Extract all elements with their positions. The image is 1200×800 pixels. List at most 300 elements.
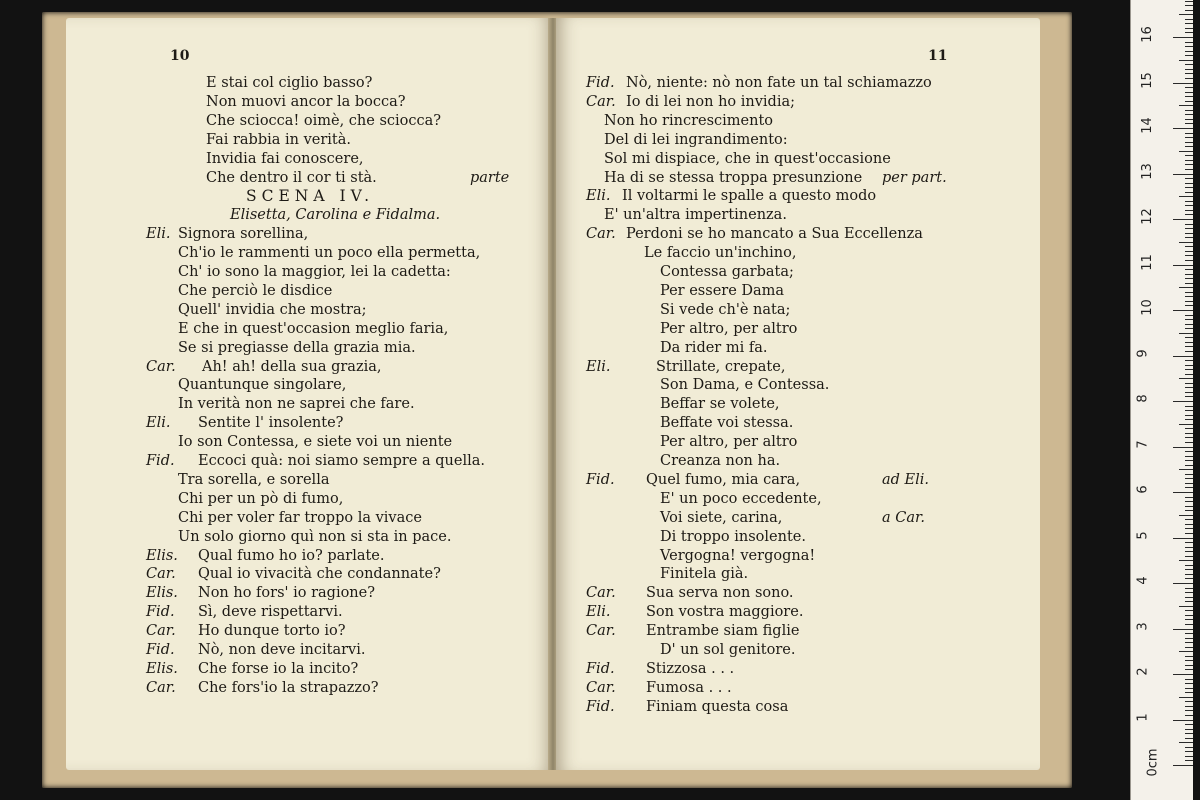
text-line	[158, 187, 552, 206]
ruler-tick	[1179, 287, 1193, 288]
ruler-tick	[1185, 528, 1193, 529]
ruler-tick	[1185, 610, 1193, 611]
text-line	[586, 452, 1040, 471]
verse-text: Del di lei ingrandimento:	[604, 131, 788, 148]
ruler-tick	[1185, 324, 1193, 325]
text-line	[158, 112, 552, 131]
ruler-tick	[1179, 651, 1193, 652]
verse-text: Quantunque singolare,	[178, 377, 347, 394]
verse-text: Fumosa . . .	[646, 679, 732, 696]
ruler-label: 11	[1139, 253, 1155, 271]
ruler-tick	[1185, 114, 1193, 115]
ruler-tick	[1185, 487, 1193, 488]
ruler-tick	[1185, 569, 1193, 570]
ruler-tick	[1185, 19, 1193, 20]
ruler-tick	[1179, 560, 1193, 561]
ruler-tick	[1179, 14, 1193, 15]
verse-text: Per altro, per altro	[660, 320, 798, 337]
verse-text: Eccoci quà: noi siamo sempre a quella.	[198, 453, 485, 469]
verse-text: Se si pregiasse della grazia mia.	[178, 339, 416, 356]
ruler-tick	[1185, 23, 1193, 24]
speaker-name: Fid.	[586, 698, 615, 715]
text-line	[158, 244, 552, 263]
ruler-tick	[1185, 597, 1193, 598]
text-line	[146, 414, 552, 433]
verse-text: D' un sol genitore.	[660, 642, 796, 658]
ruler-tick	[1185, 283, 1193, 284]
ruler-tick	[1185, 92, 1193, 93]
ruler-tick	[1185, 337, 1193, 338]
verse-text: Da rider mi fa.	[660, 339, 768, 356]
verse-text: Ah! ah! della sua grazia,	[202, 358, 382, 375]
ruler-tick	[1185, 547, 1193, 548]
ruler-tick	[1179, 333, 1193, 334]
ruler-tick	[1179, 515, 1193, 516]
verse-text: Ha di se stessa troppa presunzione	[604, 169, 863, 186]
verse-text: Si vede ch'è nata;	[660, 301, 791, 318]
ruler-tick	[1185, 137, 1193, 138]
ruler-tick	[1185, 28, 1193, 29]
ruler-tick	[1185, 683, 1193, 684]
text-line	[586, 433, 1040, 452]
ruler-tick	[1185, 101, 1193, 102]
ruler-tick	[1185, 78, 1193, 79]
ruler-tick	[1173, 629, 1193, 630]
ruler-tick	[1185, 656, 1193, 657]
speaker-name: Car.	[586, 623, 616, 640]
verse-text: Per essere Dama	[660, 282, 785, 299]
verse-text: Finitela già.	[660, 566, 749, 583]
ruler-tick	[1185, 319, 1193, 320]
text-line	[586, 490, 1040, 509]
ruler-tick	[1185, 565, 1193, 566]
ruler-tick	[1185, 592, 1193, 593]
ruler-tick	[1179, 242, 1193, 243]
stage-direction: per part.	[882, 169, 947, 186]
ruler-tick	[1173, 265, 1193, 266]
ruler-tick	[1185, 665, 1193, 666]
text-line	[586, 150, 1040, 169]
verse-text: Sol mi dispiace, che in quest'occasione	[604, 150, 891, 167]
ruler-tick	[1185, 729, 1193, 730]
verse-text: Vergogna! vergogna!	[660, 547, 816, 564]
text-line	[586, 74, 1040, 93]
ruler-tick	[1185, 642, 1193, 643]
text-line	[586, 358, 1040, 377]
ruler-tick	[1185, 578, 1193, 579]
verse-text: Entrambe siam figlie	[646, 623, 800, 640]
ruler-label: 14	[1139, 117, 1155, 134]
ruler-label: 10	[1139, 299, 1155, 316]
verse-text: Che perciò le disdice	[178, 282, 333, 299]
ruler-tick	[1185, 251, 1193, 252]
ruler-label: 15	[1139, 71, 1155, 89]
ruler-tick	[1185, 96, 1193, 97]
speaker-name: Eli.	[586, 604, 611, 621]
ruler-tick	[1185, 396, 1193, 397]
ruler-tick	[1173, 356, 1193, 357]
speaker-name: Car.	[586, 679, 616, 696]
verse-text: Io di lei non ho invidia;	[626, 93, 796, 110]
ruler-tick	[1185, 64, 1193, 65]
verse-text: Quell' invidia che mostra;	[178, 301, 367, 318]
verse-text: Chi per voler far troppo la vivace	[178, 509, 422, 526]
ruler-tick	[1185, 669, 1193, 670]
ruler-tick	[1185, 183, 1193, 184]
ruler-tick	[1179, 105, 1193, 106]
ruler-tick	[1185, 178, 1193, 179]
ruler-tick	[1185, 497, 1193, 498]
text-line	[586, 395, 1040, 414]
ruler-tick	[1185, 574, 1193, 575]
ruler-label: 13	[1139, 162, 1155, 180]
ruler-tick	[1179, 424, 1193, 425]
ruler-tick	[1179, 151, 1193, 152]
ruler-tick	[1185, 315, 1193, 316]
text-line	[586, 282, 1040, 301]
verse-text: Che sciocca! oimè, che sciocca?	[206, 112, 442, 129]
verse-text: Che forse io la incito?	[198, 660, 359, 677]
ruler-tick	[1185, 269, 1193, 270]
verse-text: E che in quest'occasion meglio faria,	[178, 320, 449, 337]
ruler-label: 7	[1135, 439, 1151, 449]
ruler-tick	[1185, 756, 1193, 757]
text-line	[158, 150, 552, 169]
ruler-tick	[1173, 174, 1193, 175]
ruler-tick	[1185, 42, 1193, 43]
ruler-tick	[1185, 360, 1193, 361]
ruler-tick	[1185, 5, 1193, 6]
ruler-tick	[1179, 742, 1193, 743]
verse-text: Chi per un pò di fumo,	[178, 490, 344, 507]
text-line	[586, 698, 1040, 717]
ruler-tick	[1185, 369, 1193, 370]
ruler-tick	[1185, 688, 1193, 689]
ruler-tick	[1185, 87, 1193, 88]
ruler-tick	[1185, 55, 1193, 56]
text-line	[586, 225, 1040, 244]
verse-text: Stizzosa . . .	[646, 660, 735, 677]
ruler-tick	[1185, 365, 1193, 366]
verse-text: Invidia fai conoscere,	[206, 150, 364, 167]
speaker-name: Fid.	[146, 604, 175, 621]
verse-text: Voi siete, carina,	[660, 509, 783, 526]
text-line	[146, 622, 552, 641]
ruler-tick	[1173, 538, 1193, 539]
ruler-tick	[1185, 551, 1193, 552]
ruler-tick	[1185, 214, 1193, 215]
ruler-tick	[1173, 219, 1193, 220]
ruler-tick	[1185, 738, 1193, 739]
speaker-name: Car.	[146, 679, 176, 696]
text-line	[586, 320, 1040, 339]
ruler-tick	[1185, 679, 1193, 680]
speaker-name: Elis.	[146, 547, 178, 564]
ruler-tick	[1173, 83, 1193, 84]
verse-text: Qual io vivacità che condannate?	[198, 566, 441, 583]
text-line	[158, 528, 552, 547]
text-line	[586, 414, 1040, 433]
text-line	[586, 641, 1040, 660]
ruler-tick	[1185, 51, 1193, 52]
ruler-label: 1	[1135, 712, 1151, 722]
verse-text: Qual fumo ho io? parlate.	[198, 547, 385, 564]
text-line	[146, 565, 552, 584]
ruler-tick	[1173, 492, 1193, 493]
ruler-tick	[1185, 478, 1193, 479]
text-line	[586, 679, 1040, 698]
ruler-tick	[1173, 583, 1193, 584]
text-line	[586, 471, 1040, 490]
ruler-label: 12	[1139, 208, 1155, 225]
speaker-name: Elis.	[146, 660, 178, 677]
ruler-tick	[1185, 406, 1193, 407]
ruler-tick	[1185, 542, 1193, 543]
text-line	[146, 584, 552, 603]
ruler-tick	[1185, 433, 1193, 434]
ruler-label: 2	[1135, 667, 1151, 676]
speaker-name: Eli.	[146, 226, 171, 243]
ruler-tick	[1185, 296, 1193, 297]
verse-text: Contessa garbata;	[660, 264, 794, 280]
ruler-tick	[1185, 647, 1193, 648]
ruler-tick	[1185, 69, 1193, 70]
verse-text: Ch'io le rammenti un poco ella permetta,	[178, 245, 481, 262]
speaker-name: Fid.	[146, 453, 175, 469]
ruler-label: 5	[1135, 530, 1151, 540]
ruler-tick	[1185, 146, 1193, 147]
measuring-ruler	[1130, 0, 1193, 800]
ruler-tick	[1185, 164, 1193, 165]
ruler-tick	[1173, 128, 1193, 129]
text-line	[586, 660, 1040, 679]
ruler-tick	[1185, 474, 1193, 475]
ruler-tick	[1179, 378, 1193, 379]
ruler-tick	[1185, 638, 1193, 639]
page-number-left: 10	[170, 48, 190, 64]
text-line	[146, 641, 552, 660]
ruler-tick	[1185, 224, 1193, 225]
text-line	[158, 471, 552, 490]
verse-text: Signora sorellina,	[178, 226, 309, 243]
speaker-name: Fid.	[586, 660, 615, 677]
ruler-tick	[1185, 588, 1193, 589]
ruler-tick	[1185, 710, 1193, 711]
text-line	[586, 603, 1040, 622]
ruler-tick	[1185, 392, 1193, 393]
text-line	[586, 244, 1040, 263]
stage-direction: ad Eli.	[882, 471, 930, 488]
ruler-label: 6	[1135, 485, 1151, 494]
ruler-tick	[1185, 692, 1193, 693]
verse-text: Di troppo insolente.	[660, 528, 806, 545]
text-line	[146, 358, 552, 377]
text-line	[158, 169, 552, 188]
ruler-tick	[1185, 747, 1193, 748]
ruler-tick	[1185, 110, 1193, 111]
ruler-tick	[1185, 342, 1193, 343]
ruler-tick	[1185, 351, 1193, 352]
ruler-tick	[1185, 305, 1193, 306]
text-line	[146, 603, 552, 622]
verse-text: Sentite l' insolente?	[198, 415, 344, 432]
right-page	[556, 18, 1040, 770]
ruler-tick	[1185, 724, 1193, 725]
verse-text: Son Dama, e Contessa.	[660, 377, 830, 394]
ruler-tick	[1185, 701, 1193, 702]
left-page	[66, 18, 552, 770]
ruler-tick	[1185, 601, 1193, 602]
text-line	[586, 339, 1040, 358]
ruler-tick	[1185, 615, 1193, 616]
text-line	[586, 301, 1040, 320]
ruler-tick	[1185, 506, 1193, 507]
ruler-tick	[1185, 346, 1193, 347]
ruler-tick	[1185, 442, 1193, 443]
ruler-tick	[1185, 451, 1193, 452]
verse-text: Nò, non deve incitarvi.	[198, 642, 366, 658]
ruler-tick	[1185, 751, 1193, 752]
text-line	[586, 169, 1040, 188]
ruler-tick	[1185, 278, 1193, 279]
verse-text: Quel fumo, mia cara,	[646, 471, 801, 488]
stage-direction: a Car.	[882, 509, 925, 526]
ruler-tick	[1173, 765, 1193, 766]
ruler-tick	[1179, 606, 1193, 607]
ruler-tick	[1185, 633, 1193, 634]
ruler-tick	[1185, 510, 1193, 511]
ruler-tick	[1185, 715, 1193, 716]
ruler-tick	[1185, 46, 1193, 47]
ruler-tick	[1185, 274, 1193, 275]
ruler-tick	[1173, 447, 1193, 448]
ruler-tick	[1185, 255, 1193, 256]
verse-text: E' un'altra impertinenza.	[604, 207, 787, 224]
speaker-name: Car.	[146, 566, 176, 583]
verse-text: Che fors'io la strapazzo?	[198, 679, 379, 696]
text-line	[158, 301, 552, 320]
ruler-tick	[1185, 501, 1193, 502]
ruler-tick	[1185, 292, 1193, 293]
verse-text: Sua serva non sono.	[646, 585, 794, 602]
text-line	[586, 565, 1040, 584]
ruler-label: 3	[1135, 621, 1151, 631]
ruler-tick	[1185, 10, 1193, 11]
ruler-tick	[1173, 720, 1193, 721]
text-line	[158, 131, 552, 150]
ruler-tick	[1185, 419, 1193, 420]
ruler-tick	[1185, 119, 1193, 120]
verse-text: E stai col ciglio basso?	[206, 75, 373, 91]
speaker-name: Car.	[146, 623, 176, 640]
ruler-tick	[1185, 760, 1193, 761]
ruler-tick	[1185, 410, 1193, 411]
ruler-tick	[1185, 201, 1193, 202]
ruler-tick	[1185, 228, 1193, 229]
ruler-tick	[1185, 415, 1193, 416]
ruler-tick	[1185, 519, 1193, 520]
ruler-tick	[1185, 301, 1193, 302]
verse-text: Che dentro il cor ti stà.	[206, 169, 377, 186]
text-line	[158, 282, 552, 301]
ruler-tick	[1185, 437, 1193, 438]
verse-text: Il voltarmi le spalle a questo modo	[622, 188, 877, 205]
ruler-label: 8	[1135, 394, 1151, 403]
ruler-label: 16	[1139, 26, 1155, 43]
ruler-tick	[1185, 465, 1193, 466]
ruler-tick	[1185, 1, 1193, 2]
ruler-tick	[1185, 733, 1193, 734]
ruler-tick	[1185, 624, 1193, 625]
verse-text: Beffar se volete,	[660, 396, 780, 413]
ruler-tick	[1185, 260, 1193, 261]
speaker-name: Car.	[586, 226, 616, 243]
text-line	[146, 452, 552, 471]
text-line	[586, 112, 1040, 131]
ruler-tick	[1185, 246, 1193, 247]
text-line	[158, 206, 552, 225]
verse-text: Io son Contessa, e siete voi un niente	[178, 434, 453, 451]
verse-text: Un solo giorno quì non si sta in pace.	[178, 528, 452, 545]
ruler-label: 9	[1135, 348, 1151, 358]
verse-text: E' un poco eccedente,	[660, 490, 822, 507]
text-line	[158, 395, 552, 414]
ruler-tick	[1185, 237, 1193, 238]
ruler-tick	[1185, 460, 1193, 461]
text-line	[586, 131, 1040, 150]
text-line	[586, 622, 1040, 641]
ruler-tick	[1185, 160, 1193, 161]
ruler-tick	[1185, 619, 1193, 620]
ruler-tick	[1185, 123, 1193, 124]
speaker-name: Eli.	[586, 188, 611, 205]
ruler-tick	[1185, 483, 1193, 484]
ruler-tick	[1185, 205, 1193, 206]
speaker-name: Fid.	[586, 471, 615, 488]
text-line	[586, 509, 1040, 528]
ruler-tick	[1179, 697, 1193, 698]
ruler-label: 4	[1135, 576, 1151, 585]
ruler-tick	[1173, 310, 1193, 311]
verse-text: Nò, niente: nò non fate un tal schiamazzo	[626, 75, 932, 91]
verse-text: Le faccio un'inchino,	[644, 245, 797, 262]
verse-text: Finiam questa cosa	[646, 698, 789, 715]
text-line	[586, 263, 1040, 282]
text-line	[158, 433, 552, 452]
speaker-name: Car.	[586, 585, 616, 602]
ruler-tick	[1185, 73, 1193, 74]
cast-list: Elisetta, Carolina e Fidalma.	[230, 207, 441, 224]
ruler-label: 0cm	[1145, 748, 1161, 777]
text-line	[586, 206, 1040, 225]
text-line	[586, 187, 1040, 206]
verse-text: Son vostra maggiore.	[646, 604, 804, 621]
verse-text: Creanza non ha.	[660, 453, 781, 469]
verse-text: Perdoni se ho mancato a Sua Eccellenza	[626, 226, 923, 243]
verse-text: Sì, deve rispettarvi.	[198, 604, 343, 621]
stage-direction: parte	[470, 169, 510, 186]
text-line	[146, 660, 552, 679]
speaker-name: Fid.	[146, 642, 175, 658]
text-line	[158, 339, 552, 358]
ruler-tick	[1185, 155, 1193, 156]
verse-text: Non ho rincrescimento	[604, 112, 774, 129]
verse-text: Strillate, crepate,	[656, 358, 786, 375]
ruler-tick	[1185, 133, 1193, 134]
ruler-tick	[1185, 533, 1193, 534]
ruler-tick	[1185, 428, 1193, 429]
verse-text: Non ho fors' io ragione?	[198, 585, 376, 602]
